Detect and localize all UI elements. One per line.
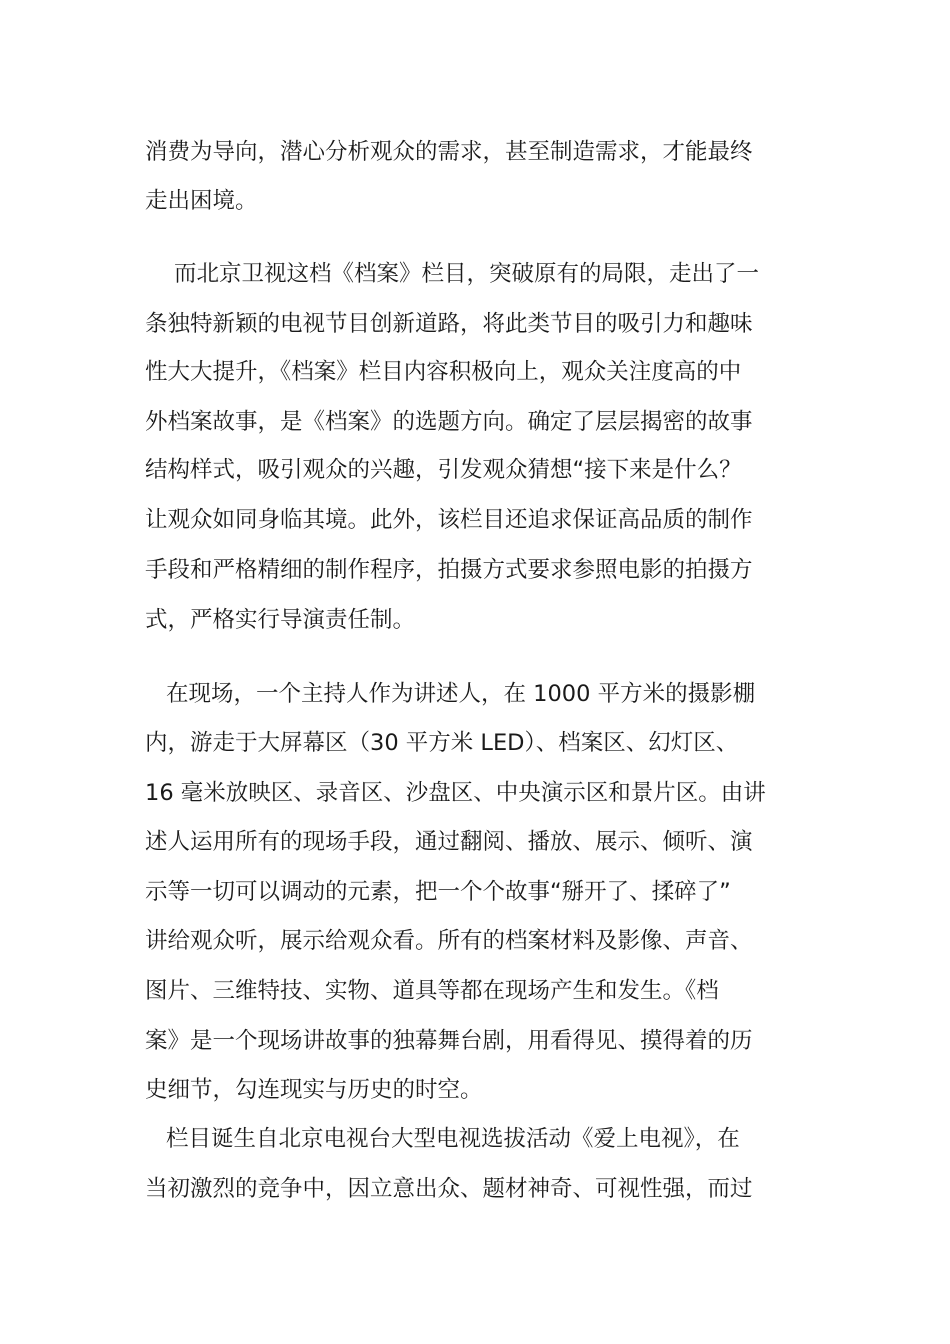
text-line: 式，严格实行导演责任制。 bbox=[145, 607, 416, 633]
text-line: 当初激烈的竞争中，因立意出众、题材神奇、可视性强，而过 bbox=[145, 1176, 753, 1202]
text-line: 消费为导向，潜心分析观众的需求，甚至制造需求，才能最终 bbox=[145, 139, 753, 165]
text-line: 述人运用所有的现场手段，通过翻阅、播放、展示、倾听、演 bbox=[145, 829, 753, 855]
text-line: 外档案故事，是《档案》的选题方向。确定了层层揭密的故事 bbox=[145, 409, 753, 435]
text-line: 史细节，勾连现实与历史的时空。 bbox=[145, 1077, 483, 1103]
text-line: 讲给观众听，展示给观众看。所有的档案材料及影像、声音、 bbox=[145, 928, 753, 954]
text-line: 结构样式，吸引观众的兴趣，引发观众猜想“接下来是什么？ bbox=[145, 457, 742, 483]
text-line: 条独特新颖的电视节目创新道路，将此类节目的吸引力和趣味 bbox=[145, 311, 753, 337]
text-line: 案》是一个现场讲故事的独幕舞台剧，用看得见、摸得着的历 bbox=[145, 1028, 753, 1054]
text-line: 手段和严格精细的制作程序，拍摄方式要求参照电影的拍摄方 bbox=[145, 557, 753, 583]
text-line: 图片、三维特技、实物、道具等都在现场产生和发生。《档 bbox=[145, 978, 719, 1004]
text-line: 在现场，一个主持人作为讲述人，在 1000 平方米的摄影棚 bbox=[166, 681, 756, 707]
text-line: 让观众如同身临其境。此外，该栏目还追求保证高品质的制作 bbox=[145, 507, 753, 533]
text-line: 而北京卫视这档《档案》栏目，突破原有的局限，走出了一 bbox=[174, 261, 760, 287]
text-line: 内，游走于大屏幕区（30 平方米 LED）、档案区、幻灯区、 bbox=[145, 730, 739, 756]
text-line: 示等一切可以调动的元素，把一个个故事“掰开了、揉碎了” bbox=[145, 879, 731, 905]
text-line: 性大大提升，《档案》栏目内容积极向上，观众关注度高的中 bbox=[145, 359, 742, 385]
text-line: 栏目诞生自北京电视台大型电视选拔活动《爱上电视》，在 bbox=[166, 1126, 740, 1152]
text-line: 16 毫米放映区、录音区、沙盘区、中央演示区和景片区。由讲 bbox=[145, 780, 766, 806]
text-line: 走出困境。 bbox=[145, 188, 258, 214]
